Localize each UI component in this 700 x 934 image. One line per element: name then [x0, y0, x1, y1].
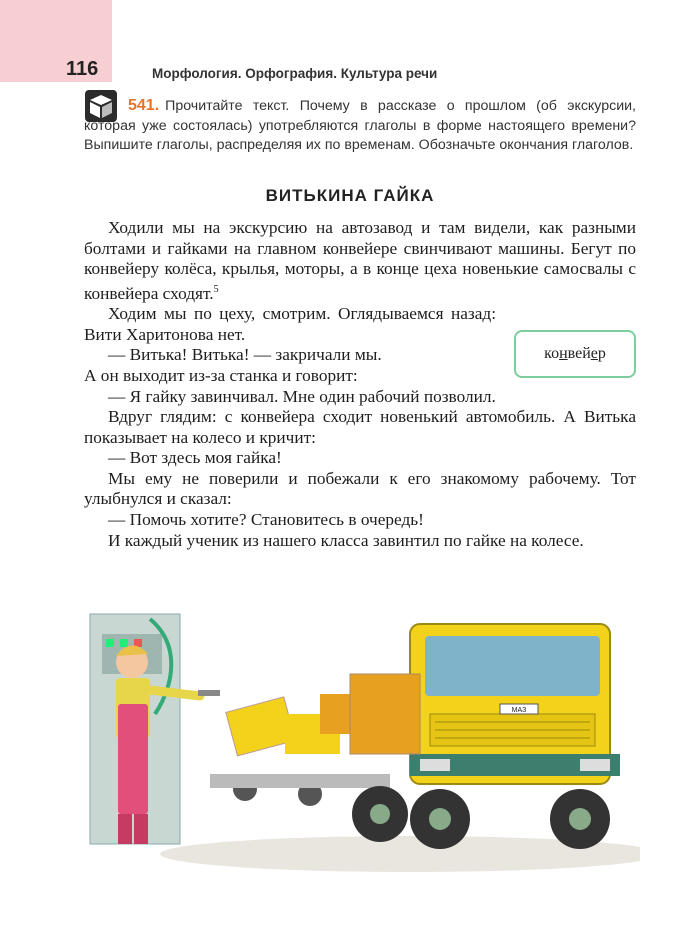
- running-head: Морфология. Орфография. Культура речи: [152, 66, 438, 81]
- paragraph: Вдруг глядим: с конвейера сходит новенький автомобиль. А Витька показывает на колесо и кричит:: [84, 407, 636, 447]
- paragraph: Мы ему не поверили и побежали к его знакомому рабочему. Тот улыбнулся и сказал:: [84, 468, 636, 509]
- page-number: 116: [66, 58, 99, 80]
- illustration: [80, 604, 640, 904]
- task-text: Прочитайте текст. Почему в рассказе о прошлом (об экскурсии, которая уже состоялась) употребляются глаголы в форме настоящего времени? Выпишите глаголы, распределяя их по временам. Обозначьте окончания глаголов.: [84, 98, 636, 153]
- truck-plate: МАЗ: [511, 707, 527, 714]
- story-text: [84, 218, 636, 551]
- paragraph: — Витька! Витька! — закричали мы.: [108, 345, 382, 365]
- paragraph: Ходим мы по цеху, смотрим. Оглядываемся назад: Вити Харитонова нет.: [84, 304, 496, 344]
- story-title: ВИТЬКИНА ГАЙКА: [265, 186, 435, 205]
- paragraph: А он выходит из-за станка и говорит:: [84, 365, 358, 385]
- paragraph: Ходили мы на экскурсию на автозавод и там видели, как разными болтами и гайками на главном конвейере свинчивают машины. Бегут по конвейеру колёса, крылья, моторы, а в конце цеха новенькие самосвалы с конвейера сходят.$^5$: [84, 218, 636, 303]
- paragraph: — Вот здесь моя гайка!: [108, 448, 282, 468]
- footnote-mark: 5: [213, 283, 219, 295]
- paragraph: — Помочь хотите? Становитесь в очередь!: [108, 510, 424, 530]
- task-block: [84, 96, 636, 156]
- vocabulary-word-box: ко н вей е р: [514, 330, 636, 378]
- paragraph: — Я гайку завинчивал. Мне один рабочий позволил.: [108, 386, 496, 406]
- task-number: 541.: [128, 97, 160, 114]
- paragraph: И каждый ученик из нашего класса завинтил по гайке на колесе.: [108, 530, 584, 550]
